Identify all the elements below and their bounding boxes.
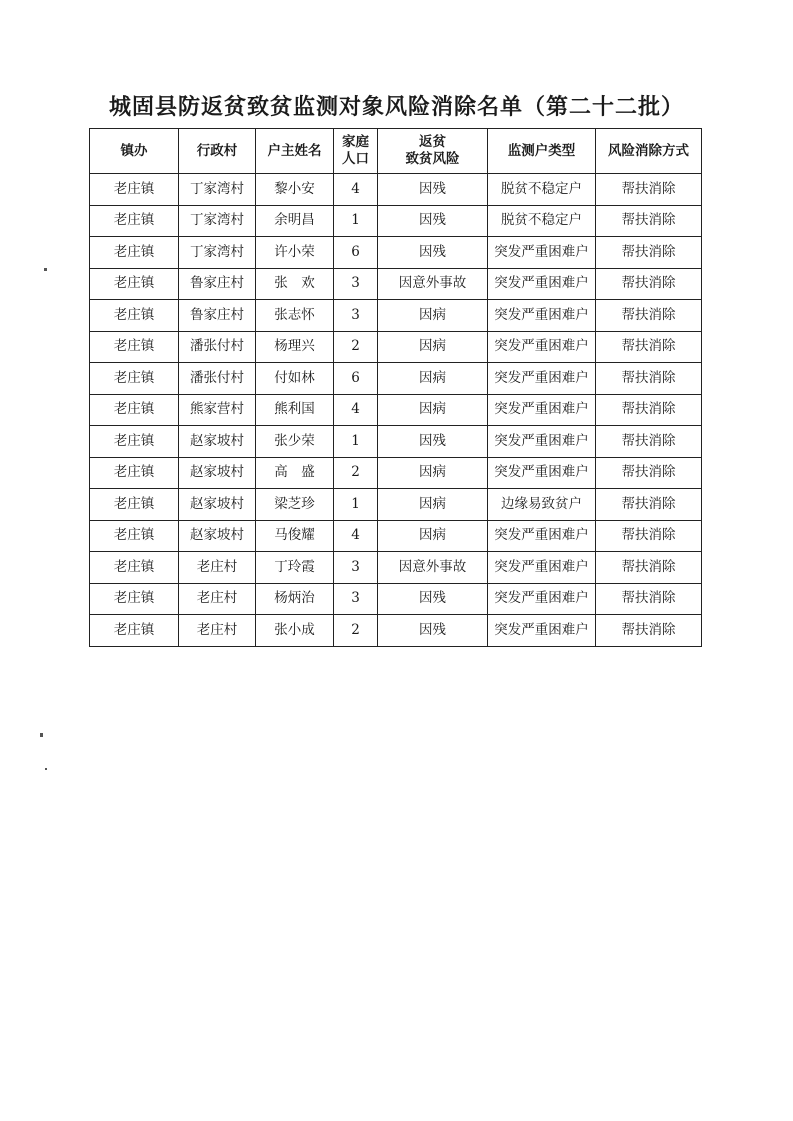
cell-family-size: 4 [334, 394, 378, 426]
cell-town: 老庄镇 [90, 583, 179, 615]
cell-risk: 因病 [378, 394, 488, 426]
cell-family-size: 2 [334, 331, 378, 363]
scan-speck [45, 768, 47, 770]
cell-risk: 因残 [378, 205, 488, 237]
header-family-size [334, 129, 378, 174]
table-header-row [90, 129, 702, 174]
cell-risk: 因残 [378, 174, 488, 206]
cell-town: 老庄镇 [90, 552, 179, 584]
cell-householder: 丁玲霞 [256, 552, 334, 584]
cell-risk: 因残 [378, 426, 488, 458]
cell-elimination-method: 帮扶消除 [596, 489, 702, 521]
cell-town: 老庄镇 [90, 300, 179, 332]
cell-monitor-type: 边缘易致贫户 [488, 489, 596, 521]
cell-risk: 因病 [378, 300, 488, 332]
cell-town: 老庄镇 [90, 363, 179, 395]
table-row [90, 174, 702, 206]
cell-village: 赵家坡村 [179, 457, 256, 489]
cell-risk: 因病 [378, 520, 488, 552]
cell-monitor-type: 突发严重困难户 [488, 300, 596, 332]
cell-householder: 余明昌 [256, 205, 334, 237]
cell-householder: 许小荣 [256, 237, 334, 269]
cell-elimination-method: 帮扶消除 [596, 205, 702, 237]
cell-monitor-type: 突发严重困难户 [488, 583, 596, 615]
table-row [90, 615, 702, 647]
cell-family-size: 3 [334, 300, 378, 332]
cell-elimination-method: 帮扶消除 [596, 457, 702, 489]
header-village: 行政村 [179, 129, 256, 174]
cell-householder: 杨炳治 [256, 583, 334, 615]
cell-elimination-method: 帮扶消除 [596, 520, 702, 552]
cell-risk: 因病 [378, 457, 488, 489]
cell-householder: 马俊耀 [256, 520, 334, 552]
table-row [90, 520, 702, 552]
cell-monitor-type: 突发严重困难户 [488, 363, 596, 395]
cell-elimination-method: 帮扶消除 [596, 552, 702, 584]
cell-elimination-method: 帮扶消除 [596, 394, 702, 426]
cell-family-size: 2 [334, 457, 378, 489]
header-risk [378, 129, 488, 174]
cell-monitor-type: 突发严重困难户 [488, 268, 596, 300]
cell-monitor-type: 突发严重困难户 [488, 331, 596, 363]
page-title: 城固县防返贫致贫监测对象风险消除名单（第二十二批） [108, 94, 684, 120]
cell-householder: 张少荣 [256, 426, 334, 458]
cell-village: 老庄村 [179, 615, 256, 647]
table-row [90, 205, 702, 237]
cell-village: 丁家湾村 [179, 237, 256, 269]
cell-householder: 张 欢 [256, 268, 334, 300]
cell-town: 老庄镇 [90, 174, 179, 206]
cell-town: 老庄镇 [90, 489, 179, 521]
cell-family-size: 6 [334, 237, 378, 269]
cell-risk: 因意外事故 [378, 552, 488, 584]
cell-village: 赵家坡村 [179, 489, 256, 521]
cell-elimination-method: 帮扶消除 [596, 174, 702, 206]
header-family-size-line2: 人口 [342, 151, 369, 167]
cell-elimination-method: 帮扶消除 [596, 268, 702, 300]
cell-village: 老庄村 [179, 552, 256, 584]
cell-monitor-type: 突发严重困难户 [488, 457, 596, 489]
cell-family-size: 3 [334, 552, 378, 584]
cell-elimination-method: 帮扶消除 [596, 300, 702, 332]
cell-village: 鲁家庄村 [179, 268, 256, 300]
cell-householder: 高 盛 [256, 457, 334, 489]
cell-village: 丁家湾村 [179, 205, 256, 237]
cell-town: 老庄镇 [90, 457, 179, 489]
table-row [90, 489, 702, 521]
cell-family-size: 2 [334, 615, 378, 647]
header-householder: 户主姓名 [256, 129, 334, 174]
cell-householder: 张小成 [256, 615, 334, 647]
cell-householder: 杨理兴 [256, 331, 334, 363]
cell-monitor-type: 突发严重困难户 [488, 615, 596, 647]
cell-householder: 付如林 [256, 363, 334, 395]
cell-householder: 张志怀 [256, 300, 334, 332]
cell-elimination-method: 帮扶消除 [596, 237, 702, 269]
cell-risk: 因意外事故 [378, 268, 488, 300]
cell-monitor-type: 突发严重困难户 [488, 520, 596, 552]
cell-town: 老庄镇 [90, 331, 179, 363]
table-row [90, 583, 702, 615]
cell-elimination-method: 帮扶消除 [596, 331, 702, 363]
cell-family-size: 6 [334, 363, 378, 395]
cell-village: 潘张付村 [179, 331, 256, 363]
cell-family-size: 4 [334, 520, 378, 552]
cell-monitor-type: 突发严重困难户 [488, 552, 596, 584]
cell-town: 老庄镇 [90, 615, 179, 647]
cell-risk: 因病 [378, 363, 488, 395]
table-row [90, 331, 702, 363]
cell-risk: 因病 [378, 331, 488, 363]
header-monitor-type: 监测户类型 [488, 129, 596, 174]
cell-elimination-method: 帮扶消除 [596, 615, 702, 647]
cell-risk: 因病 [378, 489, 488, 521]
cell-village: 老庄村 [179, 583, 256, 615]
cell-town: 老庄镇 [90, 205, 179, 237]
cell-family-size: 1 [334, 426, 378, 458]
cell-elimination-method: 帮扶消除 [596, 583, 702, 615]
header-family-size-line1: 家庭 [342, 134, 369, 151]
cell-village: 熊家营村 [179, 394, 256, 426]
cell-elimination-method: 帮扶消除 [596, 363, 702, 395]
cell-family-size: 3 [334, 268, 378, 300]
cell-village: 丁家湾村 [179, 174, 256, 206]
cell-town: 老庄镇 [90, 394, 179, 426]
header-risk-line2: 致贫风险 [405, 151, 460, 167]
table-row [90, 363, 702, 395]
cell-elimination-method: 帮扶消除 [596, 426, 702, 458]
table-row [90, 237, 702, 269]
header-elimination-method: 风险消除方式 [596, 129, 702, 174]
elimination-list-table [89, 128, 702, 647]
cell-town: 老庄镇 [90, 520, 179, 552]
table-row [90, 300, 702, 332]
cell-village: 赵家坡村 [179, 426, 256, 458]
cell-monitor-type: 脱贫不稳定户 [488, 174, 596, 206]
table-row [90, 426, 702, 458]
cell-monitor-type: 脱贫不稳定户 [488, 205, 596, 237]
cell-village: 赵家坡村 [179, 520, 256, 552]
cell-householder: 梁芝珍 [256, 489, 334, 521]
cell-risk: 因残 [378, 237, 488, 269]
header-risk-line1: 返贫 [419, 134, 446, 151]
cell-family-size: 3 [334, 583, 378, 615]
cell-family-size: 1 [334, 205, 378, 237]
cell-monitor-type: 突发严重困难户 [488, 426, 596, 458]
cell-family-size: 1 [334, 489, 378, 521]
cell-family-size: 4 [334, 174, 378, 206]
table-row [90, 268, 702, 300]
table-row [90, 394, 702, 426]
table-body [90, 174, 702, 647]
cell-risk: 因残 [378, 583, 488, 615]
cell-householder: 熊利国 [256, 394, 334, 426]
header-town: 镇办 [90, 129, 179, 174]
cell-town: 老庄镇 [90, 426, 179, 458]
cell-monitor-type: 突发严重困难户 [488, 237, 596, 269]
table-row [90, 457, 702, 489]
scan-speck [44, 268, 47, 271]
cell-town: 老庄镇 [90, 268, 179, 300]
cell-town: 老庄镇 [90, 237, 179, 269]
cell-village: 潘张付村 [179, 363, 256, 395]
scan-speck [40, 733, 43, 737]
cell-householder: 黎小安 [256, 174, 334, 206]
cell-monitor-type: 突发严重困难户 [488, 394, 596, 426]
table-row [90, 552, 702, 584]
cell-risk: 因残 [378, 615, 488, 647]
cell-village: 鲁家庄村 [179, 300, 256, 332]
